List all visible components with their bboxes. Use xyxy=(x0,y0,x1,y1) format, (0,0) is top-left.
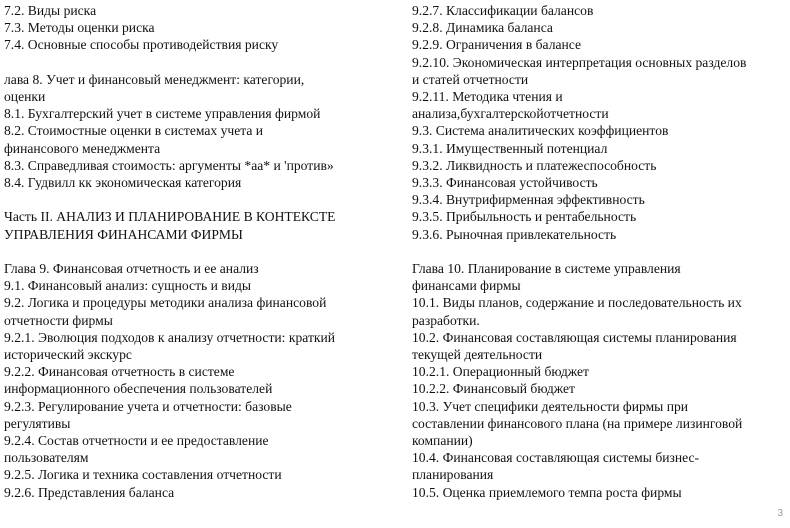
toc-line: 8.1. Бухгалтерский учет в системе управления фирмой xyxy=(4,106,321,122)
toc-line: 9.3. Система аналитических коэффициентов xyxy=(412,123,669,139)
blank-line xyxy=(4,191,400,208)
left-column xyxy=(4,2,400,501)
toc-line: 9.2.2. Финансовая отчетность в системе xyxy=(4,364,235,380)
blank-line xyxy=(4,54,400,71)
toc-line: 10.5. Оценка приемлемого темпа роста фирмы xyxy=(412,484,682,500)
toc-line: 9.2.11. Методика чтения и xyxy=(412,89,563,105)
toc-line: 9.2. Логика и процедуры методики анализа финансовой xyxy=(4,295,327,311)
toc-line: 10.4. Финансовая составляющая системы бизнес- xyxy=(412,450,700,466)
toc-line: 7.2. Виды риска xyxy=(4,3,97,18)
toc-line: 9.3.6. Рыночная привлекательность xyxy=(412,226,617,242)
toc-line: 9.2.3. Регулирование учета и отчетности: базовые xyxy=(4,398,292,414)
toc-line: 7.3. Методы оценки риска xyxy=(4,20,155,36)
toc-line: 8.3. Справедливая стоимость: аргументы *аа* и 'против» xyxy=(4,157,334,173)
toc-line: финансового менеджмента xyxy=(4,140,161,156)
blank-line xyxy=(4,243,400,260)
toc-line: 9.2.1. Эволюция подходов к анализу отчетности: краткий xyxy=(4,329,336,345)
toc-line: 10.2.1. Операционный бюджет xyxy=(412,364,589,380)
toc-line: анализа,бухгалтерскойотчетности xyxy=(412,106,609,122)
right-column xyxy=(412,2,788,501)
toc-line: 9.3.3. Финансовая устойчивость xyxy=(412,175,598,191)
toc-line: 9.3.4. Внутрифирменная эффективность xyxy=(412,192,645,208)
toc-line: 8.4. Гудвилл кк экономическая категория xyxy=(4,175,242,191)
toc-line: оценки xyxy=(4,89,46,104)
toc-line: 10.2.2. Финансовый бюджет xyxy=(412,381,575,397)
toc-line: отчетности фирмы xyxy=(4,312,113,328)
toc-line: Часть II. АНАЛИЗ И ПЛАНИРОВАНИЕ В КОНТЕКСТЕ xyxy=(4,209,336,225)
toc-line: исторический экскурс xyxy=(4,347,132,363)
toc-line: 9.2.6. Представления баланса xyxy=(4,484,175,500)
toc-line: текущей деятельности xyxy=(412,347,543,363)
toc-line: 9.3.5. Прибыльность и рентабельность xyxy=(412,209,637,225)
toc-line: 9.2.9. Ограничения в балансе xyxy=(412,37,582,53)
toc-line: лава 8. Учет и финансовый менеджмент: категории, xyxy=(4,71,305,87)
toc-line: разработки. xyxy=(412,312,480,328)
toc-line: планирования xyxy=(412,467,494,483)
toc-line: Глава 10. Планирование в системе управления xyxy=(412,261,681,277)
toc-line: компании) xyxy=(412,433,473,449)
toc-line: 9.3.2. Ликвидность и платежеспособность xyxy=(412,157,657,173)
toc-line: финансами фирмы xyxy=(412,278,521,294)
toc-line: пользователям xyxy=(4,450,89,466)
blank-line xyxy=(412,243,788,260)
toc-line: 7.4. Основные способы противодействия риску xyxy=(4,37,279,53)
toc-line: 10.3. Учет специфики деятельности фирмы при xyxy=(412,398,689,414)
toc-line: 9.1. Финансовый анализ: сущность и виды xyxy=(4,278,252,294)
toc-line: 9.2.10. Экономическая интерпретация основных разделов xyxy=(412,54,747,70)
toc-line: составлении финансового плана (на примере лизинговой xyxy=(412,415,743,431)
toc-line: и статей отчетности xyxy=(412,71,529,87)
toc-line: 9.2.5. Логика и техника составления отчетности xyxy=(4,467,282,483)
toc-line: 9.2.8. Динамика баланса xyxy=(412,20,553,36)
toc-line: Глава 9. Финансовая отчетность и ее анализ xyxy=(4,261,259,276)
toc-line: 9.3.1. Имущественный потенциал xyxy=(412,140,608,156)
toc-line: 9.2.4. Состав отчетности и ее предоставление xyxy=(4,433,269,449)
toc-line: 8.2. Стоимостные оценки в системах учета и xyxy=(4,123,264,139)
toc-line: УПРАВЛЕНИЯ ФИНАНСАМИ ФИРМЫ xyxy=(4,226,243,242)
toc-line: 10.2. Финансовая составляющая системы планирования xyxy=(412,329,737,345)
toc-line: регулятивы xyxy=(4,415,71,431)
toc-line: 9.2.7. Классификации балансов xyxy=(412,3,594,18)
page-number: 3 xyxy=(777,507,783,519)
toc-line: 10.1. Виды планов, содержание и последовательность их xyxy=(412,295,742,311)
toc-line: информационного обеспечения пользователей xyxy=(4,381,273,397)
